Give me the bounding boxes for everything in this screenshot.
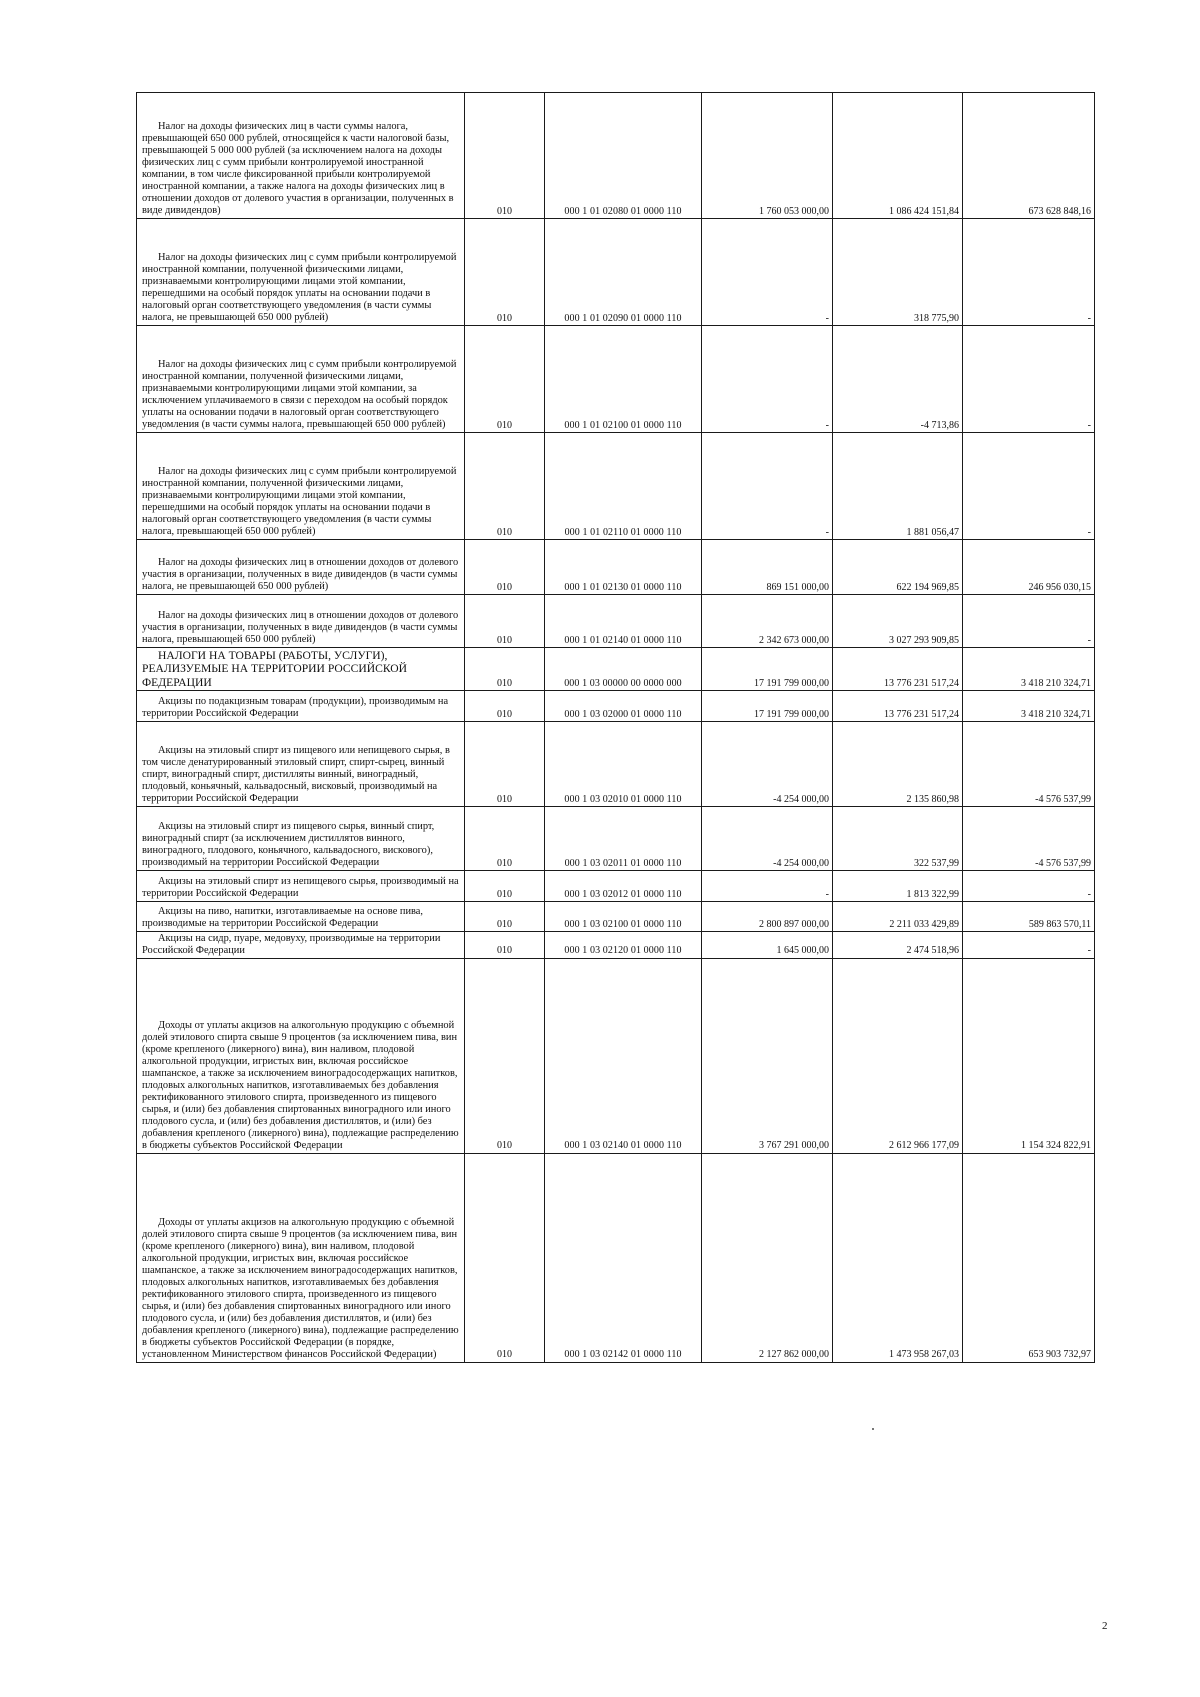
row-approved-cell: 2 342 673 000,00 [702,595,833,648]
row-unexecuted-cell: - [963,326,1095,433]
row-line-code-cell: 010 [465,932,545,959]
row-unexecuted-cell: - [963,433,1095,540]
row-name-text: Акцизы на этиловый спирт из пищевого сырья, винный спирт, виноградный спирт (за исключением дистиллятов винного, виноградного, плодового, коньячного, кальвадосного, вискового), производимый на территории Российской Федерации [142,821,435,869]
row-executed-cell: 1 086 424 151,84 [833,93,963,219]
row-unexecuted-cell: - [963,932,1095,959]
table-row [137,326,1095,433]
row-name-text: Акцизы на этиловый спирт из непищевого сырья, производимый на территории Российской Федерации [142,876,459,900]
revenue-table-body [137,93,1095,1363]
row-name-cell [137,595,465,648]
row-line-code-cell: 010 [465,433,545,540]
row-executed-cell: 13 776 231 517,24 [833,691,963,722]
row-executed-cell: 1 881 056,47 [833,433,963,540]
row-budget-code-cell: 000 1 01 02140 01 0000 110 [545,595,702,648]
row-budget-code-cell: 000 1 01 02100 01 0000 110 [545,326,702,433]
row-executed-cell: 3 027 293 909,85 [833,595,963,648]
row-unexecuted-cell: -4 576 537,99 [963,807,1095,871]
row-executed-cell: 1 813 322,99 [833,871,963,902]
row-budget-code-cell: 000 1 01 02080 01 0000 110 [545,93,702,219]
row-name-cell [137,540,465,595]
row-line-code-cell: 010 [465,326,545,433]
row-line-code-cell: 010 [465,648,545,691]
table-row [137,93,1095,219]
row-name-cell [137,93,465,219]
row-budget-code-cell: 000 1 03 00000 00 0000 000 [545,648,702,691]
row-name-text: Доходы от уплаты акцизов на алкогольную продукцию с объемной долей этилового спирта свыше 9 процентов (за исключением пива, вин (кроме крепленого (ликерного) вина), вин наливом, плодовой алкогольной продукции, игристых вин, включая российское шампанское, а также за исключением виноградосодержащих напитков, плодовых алкогольных напитков, изготавливаемых без добавления ректификованного этилового спирта, произведенного из пищевого сырья, и (или) без добавления спиртованных виноградного или иного плодового сусла, и (или) без добавления дистиллятов, и (или) без добавления крепленого (ликерного) вина), подлежащие распределению в бюджеты субъектов Российской Федерации (в порядке, установленном Министерством финансов Российской Федерации) [142,1217,459,1360]
row-name-text: Налог на доходы физических лиц с сумм прибыли контролируемой иностранной компании, полученной физическими лицами, признаваемыми контролирующими лицами этой компании, перешедшими на особый порядок уплаты на основании подачи в налоговый орган соответствующего уведомления (в части суммы налога, превышающей 650 000 рублей) [142,466,457,538]
row-approved-cell: - [702,871,833,902]
row-name-text: Налог на доходы физических лиц в отношении доходов от долевого участия в организации, полученных в виде дивидендов (в части суммы налога, не превышающей 650 000 рублей) [142,557,459,593]
row-executed-cell: 13 776 231 517,24 [833,648,963,691]
table-row [137,219,1095,326]
row-name-text: Налог на доходы физических лиц в отношении доходов от долевого участия в организации, полученных в виде дивидендов (в части суммы налога, превышающей 650 000 рублей) [142,610,459,646]
row-name-text: Налог на доходы физических лиц с сумм прибыли контролируемой иностранной компании, полученной физическими лицами, признаваемыми контролирующими лицами этой компании, перешедшими на особый порядок уплаты на основании подачи в налоговый орган соответствующего уведомления (в части суммы налога, не превышающей 650 000 рублей) [142,252,457,324]
table-row [137,433,1095,540]
row-approved-cell: - [702,433,833,540]
row-approved-cell: 17 191 799 000,00 [702,648,833,691]
row-unexecuted-cell: 673 628 848,16 [963,93,1095,219]
row-executed-cell: 322 537,99 [833,807,963,871]
table-row [137,540,1095,595]
row-approved-cell: 3 767 291 000,00 [702,958,833,1153]
row-budget-code-cell: 000 1 03 02142 01 0000 110 [545,1153,702,1362]
row-budget-code-cell: 000 1 01 02090 01 0000 110 [545,219,702,326]
row-budget-code-cell: 000 1 01 02130 01 0000 110 [545,540,702,595]
row-executed-cell: 2 211 033 429,89 [833,902,963,932]
row-approved-cell: -4 254 000,00 [702,722,833,807]
row-budget-code-cell: 000 1 03 02100 01 0000 110 [545,902,702,932]
row-name-cell [137,691,465,722]
row-unexecuted-cell: 1 154 324 822,91 [963,958,1095,1153]
table-row [137,932,1095,959]
row-name-cell [137,326,465,433]
row-line-code-cell: 010 [465,595,545,648]
row-approved-cell: - [702,219,833,326]
row-unexecuted-cell: - [963,219,1095,326]
revenue-table [136,92,1095,1363]
row-budget-code-cell: 000 1 03 02012 01 0000 110 [545,871,702,902]
row-executed-cell: 622 194 969,85 [833,540,963,595]
row-name-cell [137,958,465,1153]
row-approved-cell: 2 800 897 000,00 [702,902,833,932]
table-row [137,871,1095,902]
row-approved-cell: 869 151 000,00 [702,540,833,595]
row-executed-cell: 2 612 966 177,09 [833,958,963,1153]
row-line-code-cell: 010 [465,93,545,219]
row-name-text: Акцизы на сидр, пуаре, медовуху, производимые на территории Российской Федерации [142,933,441,956]
row-budget-code-cell: 000 1 03 02000 01 0000 110 [545,691,702,722]
row-name-text: Акцизы по подакцизным товарам (продукции), производимым на территории Российской Федерации [142,696,449,720]
row-line-code-cell: 010 [465,540,545,595]
row-executed-cell: 2 474 518,96 [833,932,963,959]
table-row [137,648,1095,691]
row-name-cell [137,932,465,959]
row-name-text: Налог на доходы физических лиц с сумм прибыли контролируемой иностранной компании, полученной физическими лицами, признаваемыми контролирующими лицами этой компании, за исключением уплачиваемого в связи с переходом на особый порядок уплаты на основании подачи в налоговый орган соответствующего уведомления (в части суммы налога, превышающей 650 000 рублей) [142,359,457,431]
row-line-code-cell: 010 [465,871,545,902]
row-name-cell [137,722,465,807]
row-name-text: Акцизы на пиво, напитки, изготавливаемые на основе пива, производимые на территории Российской Федерации [142,906,424,930]
page-number: 2 [1102,1620,1108,1632]
scan-speck [872,1428,874,1430]
row-unexecuted-cell: - [963,595,1095,648]
row-line-code-cell: 010 [465,902,545,932]
row-name-cell [137,1153,465,1362]
report-sheet [136,92,1094,1363]
row-approved-cell: 17 191 799 000,00 [702,691,833,722]
row-line-code-cell: 010 [465,958,545,1153]
table-row [137,595,1095,648]
row-approved-cell: - [702,326,833,433]
row-name-cell [137,433,465,540]
row-executed-cell: 318 775,90 [833,219,963,326]
row-budget-code-cell: 000 1 01 02110 01 0000 110 [545,433,702,540]
row-name-text: Акцизы на этиловый спирт из пищевого или непищевого сырья, в том числе денатурированный этиловый спирт, спирт-сырец, винный спирт, виноградный спирт, дистилляты винный, виноградный, плодовый, коньячный, кальвадосный, висковый, производимый на территории Российской Федерации [142,745,450,805]
row-approved-cell: 1 645 000,00 [702,932,833,959]
row-name-text: НАЛОГИ НА ТОВАРЫ (РАБОТЫ, УСЛУГИ), РЕАЛИЗУЕМЫЕ НА ТЕРРИТОРИИ РОССИЙСКОЙ ФЕДЕРАЦИИ [142,649,408,689]
row-name-text: Налог на доходы физических лиц в части суммы налога, превышающей 650 000 рублей, относящейся к части налоговой базы, превышающей 5 000 000 рублей (за исключением налога на доходы физических лиц с сумм прибыли контролируемой иностранной компании, в том числе фиксированной прибыли контролируемой иностранной компании, а также налога на доходы физических лиц в отношении доходов от долевого участия в организации, полученных в виде дивидендов) [142,121,454,217]
row-unexecuted-cell: 246 956 030,15 [963,540,1095,595]
row-name-cell [137,871,465,902]
row-name-cell [137,807,465,871]
row-line-code-cell: 010 [465,807,545,871]
table-row [137,902,1095,932]
row-name-cell [137,219,465,326]
row-name-text: Доходы от уплаты акцизов на алкогольную продукцию с объемной долей этилового спирта свыше 9 процентов (за исключением пива, вин (кроме крепленого (ликерного) вина), вин наливом, плодовой алкогольной продукции, игристых вин, включая российское шампанское, а также за исключением виноградосодержащих напитков, плодовых алкогольных напитков, изготавливаемых без добавления ректификованного этилового спирта, произведенного из пищевого сырья, и (или) без добавления спиртованных виноградного или иного плодового сусла, и (или) без добавления дистиллятов, и (или) без добавления крепленого (ликерного) вина), подлежащие распределению в бюджеты субъектов Российской Федерации [142,1020,459,1151]
table-row [137,958,1095,1153]
table-row [137,691,1095,722]
row-line-code-cell: 010 [465,1153,545,1362]
row-unexecuted-cell: -4 576 537,99 [963,722,1095,807]
row-budget-code-cell: 000 1 03 02140 01 0000 110 [545,958,702,1153]
row-unexecuted-cell: 3 418 210 324,71 [963,691,1095,722]
row-approved-cell: 2 127 862 000,00 [702,1153,833,1362]
row-executed-cell: -4 713,86 [833,326,963,433]
table-row [137,807,1095,871]
row-line-code-cell: 010 [465,722,545,807]
row-name-cell [137,902,465,932]
row-name-cell [137,648,465,691]
row-budget-code-cell: 000 1 03 02120 01 0000 110 [545,932,702,959]
row-unexecuted-cell: 3 418 210 324,71 [963,648,1095,691]
row-approved-cell: -4 254 000,00 [702,807,833,871]
row-unexecuted-cell: 589 863 570,11 [963,902,1095,932]
row-budget-code-cell: 000 1 03 02010 01 0000 110 [545,722,702,807]
row-line-code-cell: 010 [465,219,545,326]
row-line-code-cell: 010 [465,691,545,722]
table-row [137,1153,1095,1362]
row-unexecuted-cell: - [963,871,1095,902]
row-budget-code-cell: 000 1 03 02011 01 0000 110 [545,807,702,871]
row-unexecuted-cell: 653 903 732,97 [963,1153,1095,1362]
row-executed-cell: 1 473 958 267,03 [833,1153,963,1362]
table-row [137,722,1095,807]
row-approved-cell: 1 760 053 000,00 [702,93,833,219]
row-executed-cell: 2 135 860,98 [833,722,963,807]
